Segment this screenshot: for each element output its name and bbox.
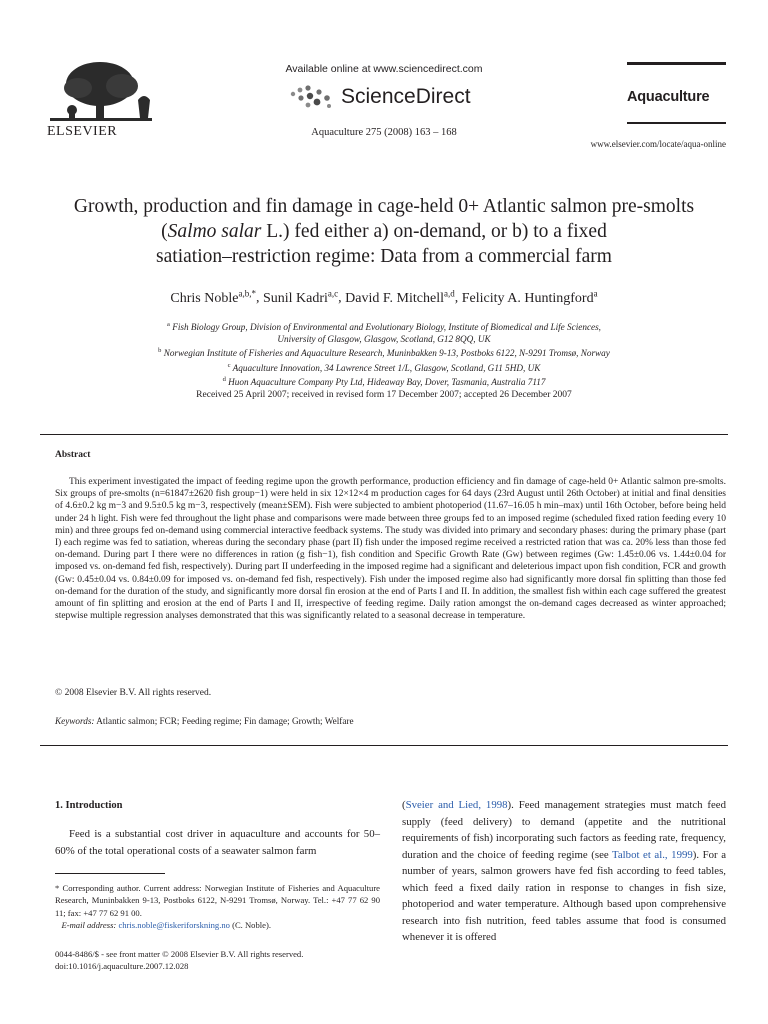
issn-line: 0044-8486/$ - see front matter © 2008 Elsevier B.V. All rights reserved. <box>55 949 304 959</box>
affiliation: $^c$ Aquaculture Innovation, 34 Lawrence Street 1/L, Glasgow, Scotland, G11 5HD, UK <box>227 361 541 373</box>
platform-name: ScienceDirect <box>341 85 471 108</box>
affiliation-cont: University of Glasgow, Glasgow, Scotland, G12 8QQ, UK <box>277 334 491 345</box>
journal-rule-top <box>627 62 726 65</box>
affiliation: $^b$ Norwegian Institute of Fisheries and Aquaculture Research, Muninbakken 9-13, Postboks 6122, N-9291 Tromsø, Norway <box>158 347 610 359</box>
keywords-text: Atlantic salmon; FCR; Feeding regime; Fin damage; Growth; Welfare <box>94 716 354 726</box>
sciencedirect-logo <box>287 82 471 112</box>
author-list: Chris Noble$^{a,b,*}$, Sunil Kadri$^{a,c}$, David F. Mitchell$^{a,d}$, Felicity A. Huntingford$^a$ <box>170 288 598 306</box>
author[interactable]: Chris Noble$^{a,b,*}$ <box>170 288 256 306</box>
received-dates: Received 25 April 2007; received in revised form 17 December 2007; accepted 26 December 2007 <box>196 390 572 400</box>
section-heading: 1. Introduction <box>55 800 123 811</box>
affiliation-list <box>40 319 728 388</box>
title-line-1: Growth, production and fin damage in cage-held 0+ Atlantic salmon pre-smolts <box>73 196 695 217</box>
title-line-3: satiation–restriction regime: Data from a commercial farm <box>156 246 612 267</box>
journal-name: Aquaculture <box>627 89 710 105</box>
title-line-2: (Salmo salar L.) fed either a) on-demand, or b) to a fixed <box>161 221 607 242</box>
paper-title <box>40 194 728 269</box>
footnote-rule <box>55 873 165 874</box>
author[interactable]: Sunil Kadri$^{a,c}$ <box>262 288 339 306</box>
journal-rule-bottom <box>627 122 726 124</box>
intro-column-left: Feed is a substantial cost driver in aquaculture and accounts for 50–60% of the total operational costs of a seawater salmon farm <box>55 828 380 857</box>
abstract-copyright: © 2008 Elsevier B.V. All rights reserved. <box>55 688 212 698</box>
journal-url-link[interactable]: www.elsevier.com/locate/aqua-online <box>590 139 726 149</box>
email-line: E-mail address: chris.noble@fiskeriforskning.no (C. Noble). <box>61 920 271 931</box>
email-link[interactable]: chris.noble@fiskeriforskning.no <box>118 920 230 931</box>
footnote <box>55 882 380 932</box>
sciencedirect-dots-logo-icon <box>287 84 335 110</box>
author[interactable]: David F. Mitchell$^{a,d}$ <box>345 288 455 306</box>
front-matter <box>55 948 380 973</box>
journal-reference: Aquaculture 275 (2008) 163 – 168 <box>311 127 457 138</box>
affiliation: $^d$ Huon Aquaculture Company Pty Ltd, Hideaway Bay, Dover, Tasmania, Australia 7117 <box>222 376 546 388</box>
available-online-text: Available online at www.sciencedirect.com <box>285 63 483 75</box>
intro-column-right: (Sveier and Lied, 1998). Feed management strategies must match feed supply (feed delivery) to demand (appetite and the nutritional requirements of fish) incorporating such factors as feeding rate, frequency, duration and the choice of feeding regime (see Talbot et al., 1999). For a number of years, salmon growers have fed fish according to feed tables, which feed a fixed daily ration in response to changes in fish size, photoperiod and water temperature. Although based upon comprehensive research into fish nutrition, feed tables assume that food is consumed whenever it is offered <box>402 799 727 943</box>
abstract-body: This experiment investigated the impact of feeding regime upon the growth performance, production efficiency and fin damage of cage-held 0+ Atlantic salmon pre-smolts. Six groups of pre-smolts (n=61847±2620 fish group−1) were held in six 12×12×4 m production cages for 64 days (23rd August until 26th October) at initial and final densities of 4.6±0.2 kg m−3 and 9.5±0.5 kg m−3, respectively (mean±SEM). Fish were subjected to ambient photoperiod (11.67–16.05 h min–max) until 16th October, before being held under 24 h light. Fish were fed throughout the light phase and comparisons were made between three groups fed to an imposed regime (scheduled fixed ration feeding every 10 min) and three groups fed on-demand using commercial interactive feedback systems. The study was divided into primary and secondary phases: during the primary phase (part I) each regime was fed to satiation, whereas during the secondary phase (part II) fish under the imposed regime received a restricted ration that was ca. 20% less than those fed on-demand. During part I there were no differences in ration (g fish−1), fish condition and Specific Growth Rate (Gw) between regimes (Gw: 1.45±0.06 vs. 1.44±0.04 for imposed vs. on-demand fed fish, respectively). During part II underfeeding in the imposed regime had a significant and deleterious impact upon fish condition, FCR and growth (Gw: 0.45±0.04 vs. 0.84±0.09 for imposed vs. on-demand fed fish, respectively). Fish under the imposed regime also had significantly more dorsal fin splitting than those fed on-demand for the duration of the study, and significantly more dorsal fin erosion at the end of Parts I and II. In addition, the smallest fish within each cage suffered the greatest amount of fin splitting and erosion at the end of Parts I and II, irrespective of feeding regime. Daily ration amongst the on-demand cages decreased as winter approached; stepwise multiple regression analyses demonstrated that this was significantly related to a seasonal decrease in temperature. <box>55 477 726 622</box>
citation-link[interactable]: Talbot et al., 1999 <box>612 848 693 861</box>
affiliation: $^a$ Fish Biology Group, Division of Environmental and Evolutionary Biology, Institute of Biomedical and Life Sciences, <box>167 321 601 333</box>
abstract-heading: Abstract <box>55 450 91 460</box>
keywords-label: Keywords: <box>55 716 95 726</box>
publisher-name: ELSEVIER <box>47 124 118 139</box>
species-name: Salmo salar <box>167 221 262 242</box>
author[interactable]: Felicity A. Huntingford$^a$ <box>461 288 598 306</box>
keywords <box>55 716 354 726</box>
divider <box>40 434 728 435</box>
doi-link[interactable]: doi:10.1016/j.aquaculture.2007.12.028 <box>55 961 189 972</box>
divider <box>40 745 728 746</box>
corresponding-author-note: * Corresponding author. Current address: Norwegian Institute of Fisheries and Aquaculture Research, Muninbakken 9-13, Postboks 6122, N-9291 Tromsø, Norway. Tel.: +47 77 62 90 11; fax: +47 77 62 91 00. <box>55 883 380 918</box>
citation-link[interactable]: Sveier and Lied, 1998 <box>405 799 508 811</box>
